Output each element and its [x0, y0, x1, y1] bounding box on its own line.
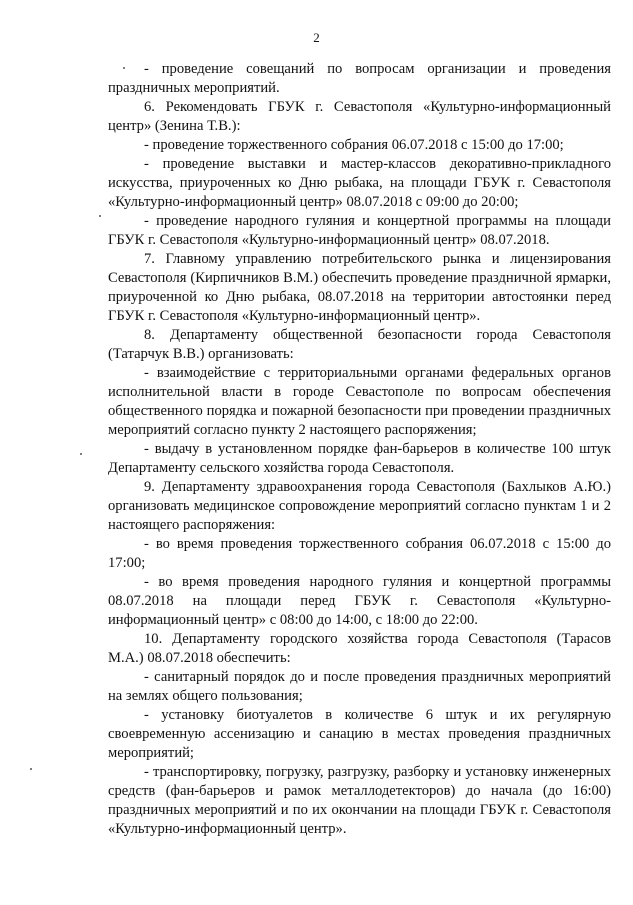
paragraph: - во время проведения народного гуляния и концертной программы 08.07.2018 на площади перед ГБУК г. Севастополя «Культурно-информационный центр» с 08:00 до 14:00, с 18:00 до 22:00. — [108, 574, 611, 628]
paragraph: 7. Главному управлению потребительского рынка и лицензирования Севастополя (Кирпичников В.М.) обеспечить проведение праздничной ярмарки, приуроченной ко Дню рыбака, 08.07.2018 на территории автостоянки перед ГБУК г. Севастополя «Культурно-информационный центр». — [108, 251, 611, 324]
paragraph: - установку биотуалетов в количестве 6 штук и их регулярную своевременную ассенизацию и санацию в местах проведения праздничных мероприятий; — [108, 707, 611, 761]
document-body — [108, 60, 611, 839]
paragraph: - проведение народного гуляния и концертной программы на площади ГБУК г. Севастополя «Культурно-информационный центр» 08.07.2018. — [108, 213, 611, 248]
paragraph: - взаимодействие с территориальными органами федеральных органов исполнительной власти в городе Севастополе по вопросам обеспечения общественного порядка и пожарной безопасности при проведении праздничных мероприятий согласно пункту 2 настоящего распоряжения; — [108, 365, 611, 438]
paragraph: 8. Департаменту общественной безопасности города Севастополя (Татарчук В.В.) организовать: — [108, 327, 611, 362]
scan-speck — [80, 453, 82, 455]
paragraph: - проведение совещаний по вопросам организации и проведения праздничных мероприятий. — [108, 61, 611, 96]
scan-speck — [30, 768, 32, 770]
paragraph: - проведение выставки и мастер-классов декоративно-прикладного искусства, приуроченных ко Дню рыбака, на площади ГБУК г. Севастополя «Культурно-информационный центр» 08.07.2018 с 09:00 до 20:00; — [108, 156, 611, 210]
paragraph: 10. Департаменту городского хозяйства города Севастополя (Тарасов М.А.) 08.07.2018 обеспечить: — [108, 631, 611, 666]
scan-speck — [99, 215, 101, 217]
paragraph: - санитарный порядок до и после проведения праздничных мероприятий на землях общего пользования; — [108, 669, 611, 704]
paragraph: - проведение торжественного собрания 06.07.2018 с 15:00 до 17:00; — [144, 137, 564, 153]
paragraph: - во время проведения торжественного собрания 06.07.2018 с 15:00 до 17:00; — [108, 536, 611, 571]
paragraph: - транспортировку, погрузку, разгрузку, разборку и установку инженерных средств (фан-барьеров и рамок металлодетекторов) до начала (до 16:00) праздничных мероприятий и по их окончании на площади ГБУК г. Севастополя «Культурно-информационный центр». — [108, 764, 611, 837]
paragraph: 6. Рекомендовать ГБУК г. Севастополя «Культурно-информационный центр» (Зенина Т.В.): — [108, 99, 611, 134]
page-number: 2 — [313, 30, 320, 45]
paragraph: - выдачу в установленном порядке фан-барьеров в количестве 100 штук Департаменту сельского хозяйства города Севастополя. — [108, 441, 611, 476]
paragraph: 9. Департаменту здравоохранения города Севастополя (Бахлыков А.Ю.) организовать медицинское сопровождение мероприятий согласно пунктам 1 и 2 настоящего распоряжения: — [108, 479, 611, 533]
